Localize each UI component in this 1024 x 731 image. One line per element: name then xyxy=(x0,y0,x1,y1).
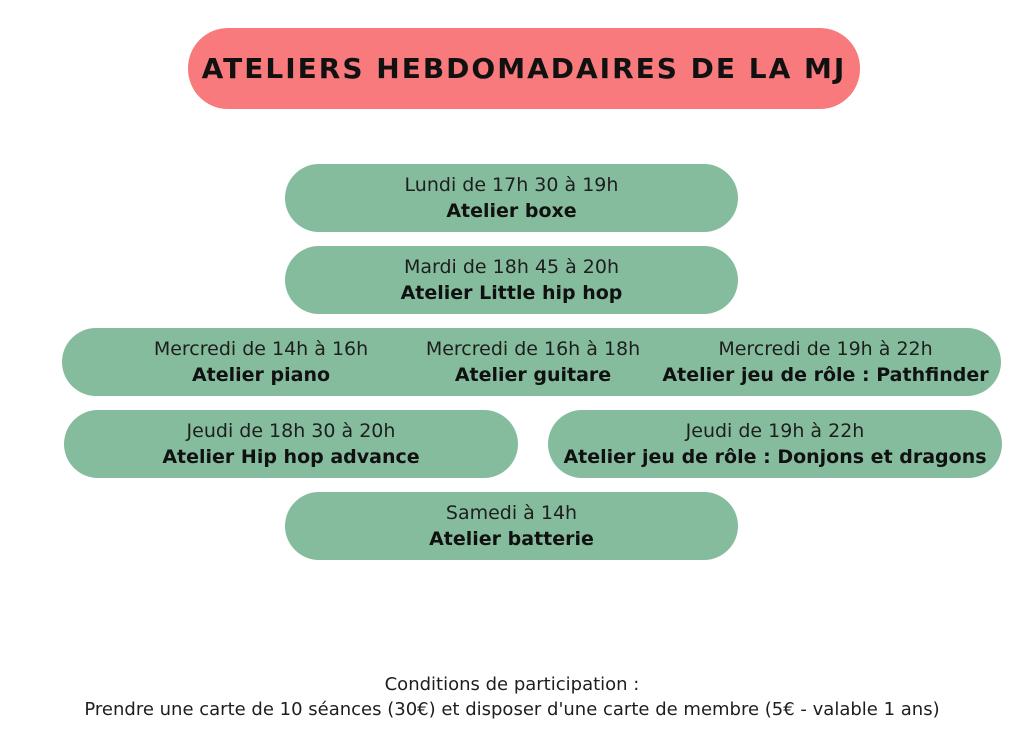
workshop-schedule: Mercredi de 16h à 18h xyxy=(425,338,641,360)
workshop-name: Atelier boxe xyxy=(446,200,577,222)
workshop-monday-boxe xyxy=(285,164,738,232)
conditions-heading: Conditions de participation : xyxy=(384,674,640,695)
workshop-wednesday-guitare xyxy=(368,328,698,396)
workshop-tuesday-little-hip-hop xyxy=(285,246,738,314)
workshop-wednesday-pathfinder xyxy=(650,328,1001,396)
participation-conditions xyxy=(0,672,1024,722)
workshop-name: Atelier jeu de rôle : Donjons et dragons xyxy=(563,446,987,468)
workshop-schedule: Samedi à 14h xyxy=(445,502,578,524)
conditions-text: Prendre une carte de 10 séances (30€) et disposer d'une carte de membre (5€ - valable 1 ans) xyxy=(84,699,940,720)
workshop-schedule: Lundi de 17h 30 à 19h xyxy=(404,174,619,196)
workshop-name: Atelier guitare xyxy=(454,364,612,386)
workshop-schedule: Mercredi de 19h à 22h xyxy=(718,338,933,360)
workshop-schedule: Jeudi de 19h à 22h xyxy=(685,420,865,442)
workshop-name: Atelier batterie xyxy=(429,528,594,550)
workshop-thursday-hip-hop-advance xyxy=(64,410,518,478)
page-title: ATELIERS HEBDOMADAIRES DE LA MJ xyxy=(201,52,847,85)
workshop-thursday-donjons-dragons xyxy=(548,410,1002,478)
workshop-name: Atelier jeu de rôle : Pathfinder xyxy=(662,364,989,386)
workshop-schedule: Mercredi de 14h à 16h xyxy=(153,338,369,360)
workshop-schedule: Jeudi de 18h 30 à 20h xyxy=(186,420,396,442)
workshop-saturday-batterie xyxy=(285,492,738,560)
workshop-schedule: Mardi de 18h 45 à 20h xyxy=(403,256,620,278)
workshop-name: Atelier Little hip hop xyxy=(400,282,623,304)
workshop-name: Atelier piano xyxy=(191,364,331,386)
workshop-name: Atelier Hip hop advance xyxy=(162,446,420,468)
title-banner xyxy=(188,28,860,109)
